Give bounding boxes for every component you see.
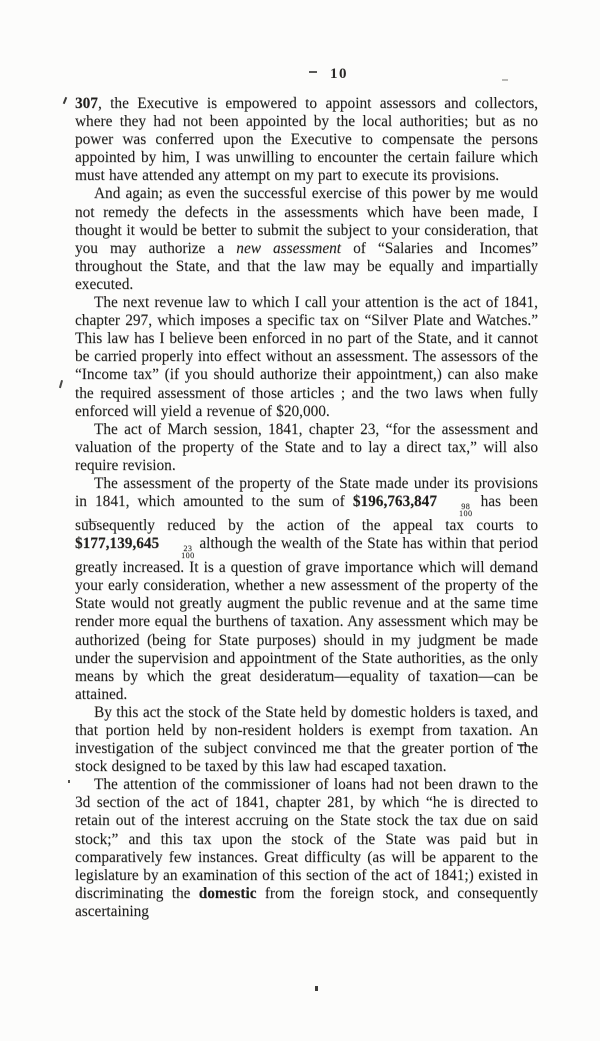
paragraph-text: And again; as even the successful exercise of this power by me would not remedy the defects in the assessments which have been made, I thought it would be better to submit the subject to your consideration, that you may authorize a <box>75 185 538 257</box>
fraction-numerator: 23 <box>183 544 193 554</box>
scan-mark-top-right <box>502 79 508 81</box>
word-domestic: domestic <box>198 884 257 902</box>
paragraph-text: from the foreign stock, and consequently ascertaining <box>75 884 538 920</box>
paragraph-stock-taxation: By this act the stock of the State held by domestic holders is taxed, and that portion held by non-resident holders is exempt from taxation. An investigation of the subject convinced me that the greater portion of the stock designed to be taxed by this law had escaped taxation. <box>75 703 538 776</box>
paragraph-march-session-act: The act of March session, 1841, chapter 23, “for the assessment and valuation of the property of the State and to lay a direct tax,” will also require revision. <box>75 420 538 474</box>
paragraph-state-assessment-values <box>75 475 538 704</box>
paragraph-silver-plate-tax: The next revenue law to which I call your attention is the act of 1841, chapter 297, which imposes a specific tax on “Silver Plate and Watches.” This law has I believe been enforced in no part of the State, and it cannot be carried properly into effect without an assessment. The assessors of the “Income tax” (if you should authorize their appointment,) can also make the required assessment of those articles ; and the two laws when fully enforced will yield a revenue of $20,000. <box>75 294 538 420</box>
paragraph-executive-appointments <box>75 95 538 185</box>
paragraph-text: The attention of the commissioner of loans had not been drawn to the 3d section of the act of 1841, chapter 281, by which “he is directed to retain out of the interest accruing on the State stock the tax due on said stock;” and this tax upon the stock of the State was paid but in comparatively few instances. Great difficulty (as will be apparent to the legislature by an examination of this section of the act of 1841;) existed in discriminating the <box>75 776 538 902</box>
paragraph-new-assessment <box>75 185 538 294</box>
fraction-23-100 <box>162 546 195 559</box>
scan-mark-bottom-center <box>315 986 318 991</box>
scan-mark-tick-before-307 <box>63 97 67 104</box>
fraction-numerator: 98 <box>461 502 471 512</box>
fraction-98-100 <box>440 504 473 517</box>
scan-mark-before-taxed <box>68 780 70 783</box>
paragraph-text: has been subsequently reduced by the action of the appeal tax courts to <box>75 493 538 535</box>
assessment-amount-1841: $196,763,847 <box>352 493 437 511</box>
fraction-denominator: 100 <box>181 550 195 560</box>
page-number: 10 <box>330 66 348 82</box>
paragraph-text: of “Salaries and Incomes” throughout the State, and that the law may be equally and impartially executed. <box>75 239 538 293</box>
emphasized-phrase: new assessment <box>236 239 342 257</box>
paragraph-text: The assessment of the property of the State made under its provisions in 1841, which amounted to the sum of <box>75 474 538 511</box>
fraction-denominator: 100 <box>458 508 473 518</box>
scan-mark-left-margin-tick <box>59 380 63 388</box>
paragraph-text: , the Executive is empowered to appoint assessors and collectors, where they had not been appointed by the local authorities; but as no power was conferred upon the Executive to compensate the persons appointed by him, I was unwilling to encounter the certain failure which must have attended any attempt on my part to execute its provisions. <box>75 95 538 185</box>
paragraph-commissioner-of-loans <box>75 776 538 921</box>
page-text-block <box>75 95 538 921</box>
chapter-number: 307 <box>75 95 98 112</box>
scan-mark-dash-left-of-page-number <box>309 71 317 73</box>
reduced-assessment-amount: $177,139,645 <box>75 535 160 553</box>
paragraph-text: although the wealth of the State has within that period greatly increased. It is a question of grave importance which will demand your early consideration, whether a new assessment of the property of the State would not greatly augment the public revenue and at the same time render more equal the burthens of taxation. Any assessment which may be authorized (being for State purposes) should in my judgment be made under the supervision and appointment of the State authorities, as the only means by which the great desideratum—equality of taxation—can be attained. <box>75 535 538 703</box>
